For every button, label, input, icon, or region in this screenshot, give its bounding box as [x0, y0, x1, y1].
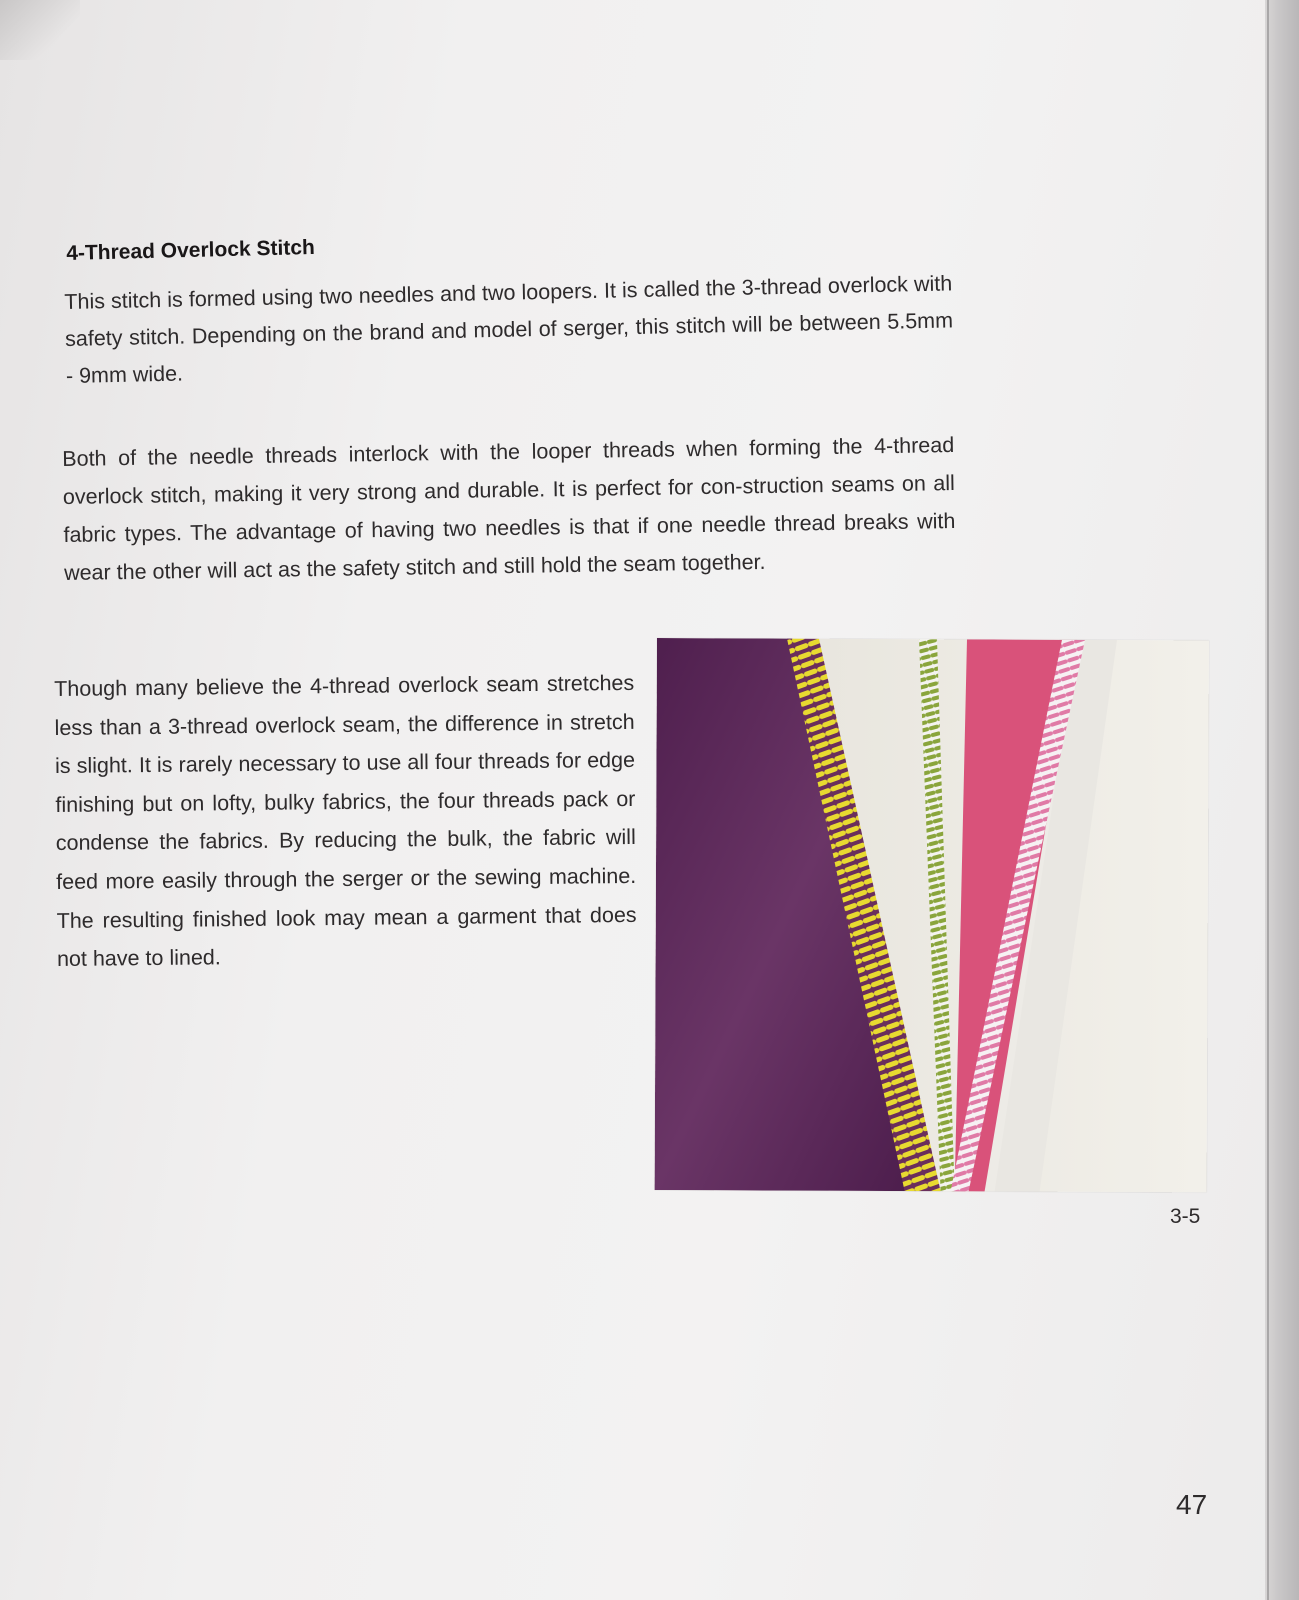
page-edge-stack [1265, 0, 1299, 1600]
page-edge-line [1267, 0, 1269, 1600]
overlock-seam-photo [655, 638, 1209, 1192]
figure-caption: 3-5 [1170, 1205, 1201, 1228]
page-corner-shadow [0, 0, 80, 60]
paragraph-3: Though many believe the 4-thread overlock seam stretches less than a 3-thread overlock seam, the difference in stretch is slight. It is rarely necessary to use all four threads for edge finishing but on lofty, bulky fabrics, the four threads pack or condense the fabrics. By reducing the bulk, the fabric will feed more easily through the serger or the sewing machine. The resulting finished look may mean a garment that does not have to lined. [54, 670, 637, 972]
section-heading: 4-Thread Overlock Stitch [66, 235, 316, 265]
paragraph-1: This stitch is formed using two needles and two loopers. It is called the 3-thread overlock with safety stitch. Depending on the brand and model of serger, this stitch will be between 5.5mm - 9mm wide. [64, 271, 954, 388]
page-number: 47 [1176, 1489, 1208, 1520]
paragraph-2: Both of the needle threads interlock with the looper threads when forming the 4-thread overlock stitch, making it very strong and durable. It is perfect for con-struction seams on all fabric types. The advantage of having two needles is that if one needle thread breaks with wear the other will act as the safety stitch and still hold the seam together. [62, 432, 956, 585]
